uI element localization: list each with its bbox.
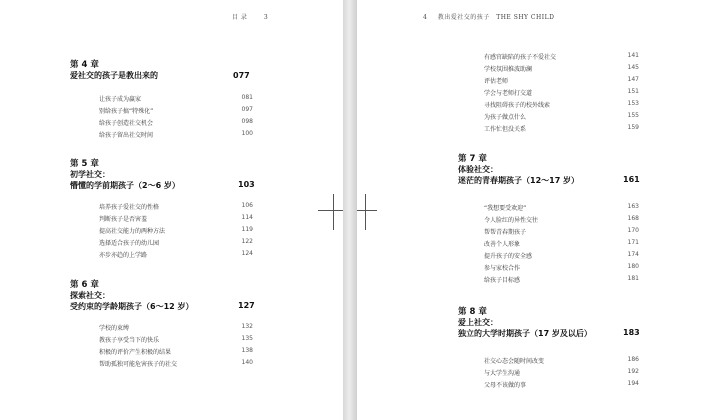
chapter-4-number: 第 4 章: [70, 60, 99, 70]
toc-entry: 帮助孤独可能危害孩子的社交: [99, 361, 178, 368]
toc-entry: 学校氛围推波助澜: [484, 66, 533, 73]
toc-entry-page: 151: [627, 88, 639, 95]
toc-entry: “我想要受欢迎”: [484, 205, 527, 212]
toc-entry-page: 168: [627, 215, 639, 222]
toc-entry: 教孩子享受当下的快乐: [99, 337, 160, 344]
toc-entry: 积极的评价产生积极的结果: [99, 349, 172, 356]
toc-entry-page: 124: [241, 250, 253, 257]
crop-mark-horizontal: [357, 210, 377, 211]
chapter-7-page: 161: [623, 175, 640, 184]
toc-entry-page: 098: [241, 118, 253, 125]
toc-entry: 有感官缺陷的孩子不爱社交: [484, 54, 557, 61]
chapter-6-number: 第 6 章: [70, 280, 99, 290]
chapter-8-title-line-2: 独立的大学时期孩子（17 岁及以后）: [458, 329, 592, 338]
chapter-5-title-line-1: 初学社交：: [70, 170, 110, 179]
toc-entry: 给孩子创造社交机会: [99, 120, 154, 127]
chapter-6-title-line-2: 受约束的学龄期孩子（6～12 岁）: [70, 302, 194, 311]
toc-entry-page: 159: [627, 124, 639, 131]
chapter-6-page: 127: [238, 301, 255, 310]
right-header: [423, 12, 554, 21]
toc-entry-page: 163: [627, 203, 639, 210]
toc-entry-page: 132: [241, 323, 253, 330]
chapter-5-number: 第 5 章: [70, 159, 99, 169]
toc-entry: 学校的束缚: [99, 325, 130, 332]
toc-entry: 寻找阻碍孩子的校外线索: [484, 102, 551, 109]
crop-mark-vertical: [365, 194, 366, 230]
toc-entry-page: 114: [241, 214, 253, 221]
toc-entry-page: 122: [241, 238, 253, 245]
chapter-6-title-line-1: 探索社交：: [70, 291, 110, 300]
chapter-4-title: 爱社交的孩子是教出来的: [70, 71, 158, 80]
chapter-8-page: 183: [623, 328, 640, 337]
toc-entry-page: 106: [241, 202, 253, 209]
toc-entry-page: 180: [627, 263, 639, 270]
toc-entry: 学会与老师打交道: [484, 90, 533, 97]
toc-entry-page: 174: [627, 251, 639, 258]
chapter-7-title-line-2: 迷茫的青春期孩子（12～17 岁）: [458, 176, 580, 185]
toc-entry-page: 140: [241, 359, 253, 366]
left-header: [232, 12, 268, 21]
toc-entry: 让孩子成为赢家: [99, 96, 142, 103]
toc-entry-page: 081: [241, 94, 253, 101]
book-gutter: [343, 0, 357, 420]
toc-entry: 参与家校合作: [484, 265, 521, 272]
crop-mark-horizontal: [318, 210, 343, 211]
chapter-4-page: 077: [233, 71, 250, 80]
chapter-8-title-line-1: 爱上社交：: [458, 318, 498, 327]
toc-entry: 选择适合孩子的幼儿园: [99, 240, 160, 247]
right-header-title-en: THE SHY CHILD: [496, 14, 555, 21]
right-header-title: 教出爱社交的孩子: [437, 14, 490, 21]
toc-entry: 为孩子做点什么: [484, 114, 527, 121]
toc-entry: 改善个人形象: [484, 241, 521, 248]
toc-entry: 评估老师: [484, 78, 509, 85]
chapter-5-page: 103: [238, 180, 255, 189]
toc-entry: 帮帮青春期孩子: [484, 229, 527, 236]
toc-entry-page: 170: [627, 227, 639, 234]
toc-entry-page: 141: [627, 52, 639, 59]
toc-entry: 令人脸红的异性交往: [484, 217, 539, 224]
toc-entry-page: 145: [627, 64, 639, 71]
toc-entry: 与大学生沟通: [484, 370, 521, 377]
left-page: [0, 0, 343, 420]
toc-entry-page: 181: [627, 275, 639, 282]
chapter-7-number: 第 7 章: [458, 154, 487, 164]
crop-mark-vertical: [333, 194, 334, 230]
toc-entry-page: 119: [241, 226, 253, 233]
toc-entry: 给孩子留出社交时间: [99, 132, 154, 139]
chapter-5-title-line-2: 懵懂的学前期孩子（2～6 岁）: [70, 181, 180, 190]
toc-entry-page: 147: [627, 76, 639, 83]
chapter-8-number: 第 8 章: [458, 307, 487, 317]
toc-entry-page: 097: [241, 106, 253, 113]
chapter-7-title-line-1: 体验社交：: [458, 165, 498, 174]
toc-entry-page: 192: [627, 368, 639, 375]
toc-entry-page: 155: [627, 112, 639, 119]
toc-entry: 亦步亦趋的上学路: [99, 252, 148, 259]
toc-entry: 判断孩子是否害羞: [99, 216, 148, 223]
toc-entry: 培养孩子爱社交的性格: [99, 204, 160, 211]
left-header-page-number: 3: [263, 14, 269, 21]
right-page: [357, 0, 719, 420]
toc-entry-page: 153: [627, 100, 639, 107]
toc-entry: 提高社交能力的两种方法: [99, 228, 166, 235]
toc-entry: 父母不该做的事: [484, 382, 527, 389]
toc-entry-page: 194: [627, 380, 639, 387]
left-header-title: 目 录: [232, 14, 248, 21]
toc-entry: 别给孩子搞“特殊化”: [99, 108, 154, 115]
toc-entry-page: 100: [241, 130, 253, 137]
right-header-page-number: 4: [423, 14, 428, 21]
toc-entry-page: 138: [241, 347, 253, 354]
toc-entry: 社交心态会随时间改变: [484, 358, 545, 365]
toc-entry-page: 135: [241, 335, 253, 342]
toc-entry-page: 171: [627, 239, 639, 246]
toc-entry: 工作忙但没关系: [484, 126, 527, 133]
toc-entry: 提升孩子的安全感: [484, 253, 533, 260]
toc-entry: 给孩子目标感: [484, 277, 521, 284]
toc-entry-page: 186: [627, 356, 639, 363]
